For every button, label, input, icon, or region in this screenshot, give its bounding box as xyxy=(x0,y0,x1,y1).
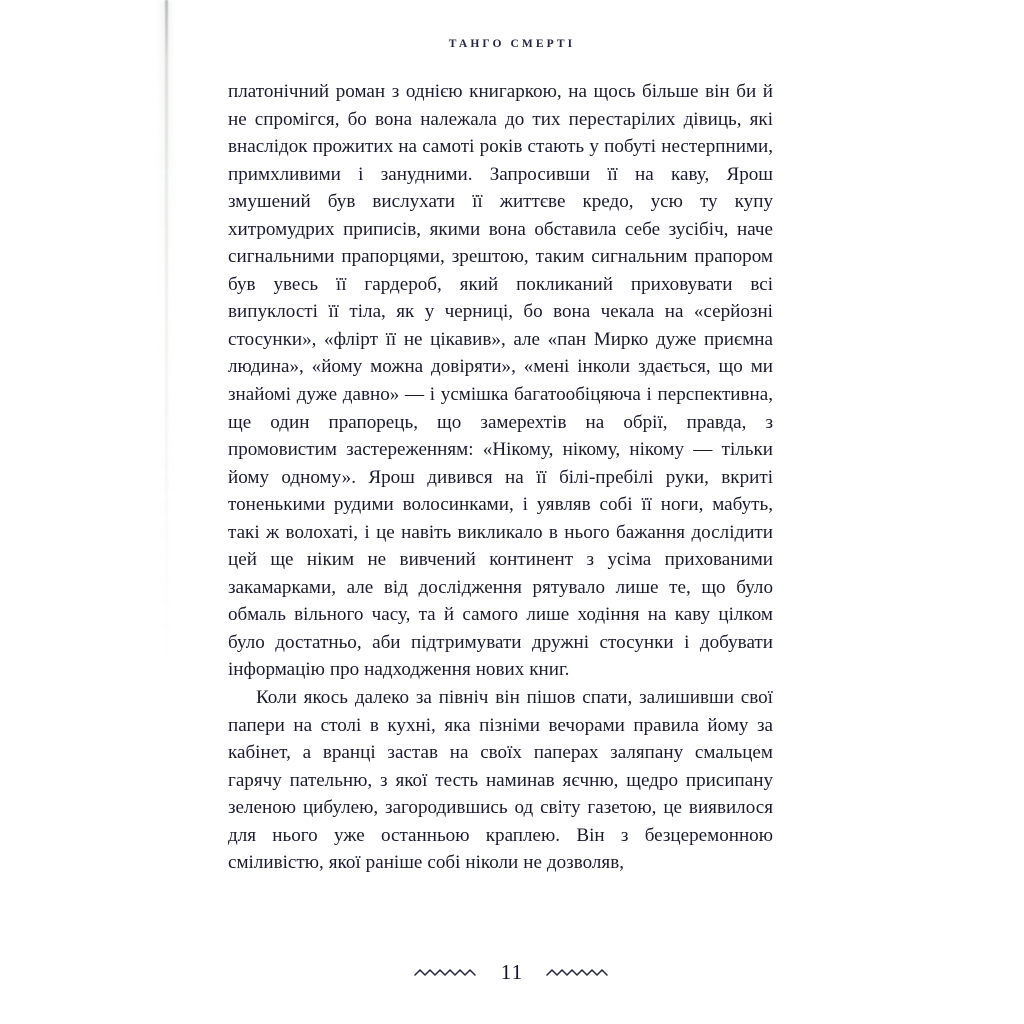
paragraph: Коли якось далеко за північ він пішов спати, залишивши свої папери на столі в кухні, яка пізніми вечорами правила йому за кабінет, а вранці застав на своїх паперах заляпану смальцем гарячу пательню, з якої тесть наминав яєчню, щедро присипану зеленою цибулею, загородившись од світу газетою, це виявилося для нього уже останньою краплею. Він з безцеремонною сміливістю, якої раніше собі ніколи не дозволяв, xyxy=(228,687,773,874)
body-text-block xyxy=(228,78,773,877)
page-gutter-line xyxy=(165,0,168,712)
wave-ornament-icon xyxy=(413,966,479,980)
page-number: 11 xyxy=(500,960,524,984)
page-footer xyxy=(0,962,1024,984)
paragraph: платонічний роман з однією книгаркою, на щось більше він би й не спромігся, бо вона належала до тих перестарілих дівиць, які внаслідок прожитих на самоті років стають у побуті нестерпними, примхливими і занудними. Запросивши її на каву, Ярош змушений був вислухати її життєве кредо, усю ту купу хитромудрих приписів, якими вона обставила себе зусібіч, наче сигнальними прапорцями, зрештою, таким сигнальним прапором був увесь її гардероб, який покликаний приховувати всі випуклості її тіла, як у черниці, бо вона чекала на «серйозні стосунки», «флірт її не цікавив», але «пан Мирко дуже приємна людина», «йому можна довіряти», «мені інколи здається, що ми знайомі дуже давно» — і усмішка багатообіцяюча і перспективна, ще один прапорець, що замерехтів на обрії, правда, з промовистим застереженням: «Нікому, нікому, нікому — тільки йому одному». Ярош дивився на її білі-пребілі руки, вкриті тоненькими рудими волосинками, і уявляв собі її ноги, мабуть, такі ж волохаті, і це навіть викликало в нього бажання дослідити цей ще ніким не вивчений континент з усіма прихованими закамарками, але від дослідження рятувало лише те, що було обмаль вільного часу, та й самого лише ходіння на каву цілком було достатньо, аби підтримувати дружні стосунки і добувати інформацію про надходження нових книг. xyxy=(228,81,773,681)
page-gutter-shadow xyxy=(160,0,172,640)
wave-ornament-icon xyxy=(545,966,611,980)
running-head: ТАНГО СМЕРТІ xyxy=(448,38,576,50)
